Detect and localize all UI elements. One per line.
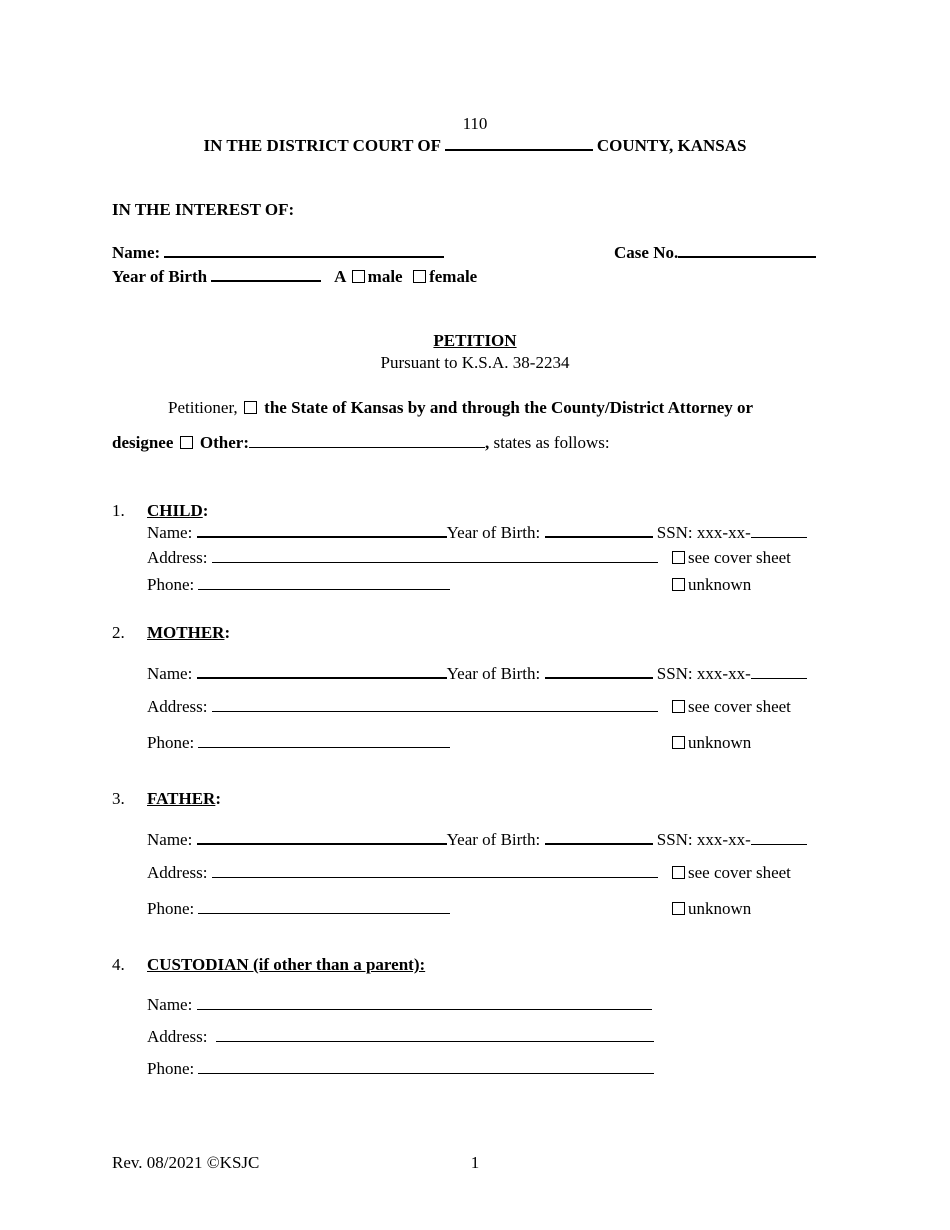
mother-ssn-label: SSN: xxx-xx- <box>656 664 751 683</box>
father-phone-field[interactable] <box>198 899 450 914</box>
child-cover-label: see cover sheet <box>688 548 791 567</box>
father-cover-checkbox[interactable] <box>672 866 685 879</box>
interest-yob-field[interactable] <box>211 266 321 282</box>
page-number: 1 <box>470 1153 480 1172</box>
mother-unknown-label: unknown <box>688 733 752 752</box>
mother-unknown-checkbox[interactable] <box>672 736 685 749</box>
father-name-row <box>147 829 807 850</box>
county-field[interactable] <box>445 135 593 151</box>
section-heading-father <box>147 789 221 809</box>
child-address-field[interactable] <box>212 548 658 563</box>
father-name-label: Name: <box>147 830 193 849</box>
mother-cover-label: see cover sheet <box>688 697 791 716</box>
child-address-row <box>147 548 658 568</box>
mother-heading-text: MOTHER <box>147 623 225 642</box>
child-name-label: Name: <box>147 523 193 542</box>
child-phone-row <box>147 575 450 595</box>
state-checkbox[interactable] <box>244 401 257 414</box>
interest-yob-label: Year of Birth <box>112 267 208 286</box>
page-subtitle: Pursuant to K.S.A. 38-2234 <box>380 353 570 372</box>
father-address-field[interactable] <box>212 863 658 878</box>
female-checkbox[interactable] <box>413 270 426 283</box>
section-heading-mother <box>147 623 230 643</box>
child-phone-label: Phone: <box>147 575 195 594</box>
page-title: PETITION <box>433 331 517 350</box>
custodian-phone-label: Phone: <box>147 1059 195 1078</box>
custodian-address-label: Address: <box>147 1027 208 1046</box>
male-checkbox[interactable] <box>352 270 365 283</box>
other-label: Other: <box>199 433 249 452</box>
interest-heading: IN THE INTEREST OF: <box>112 200 295 219</box>
child-cover-checkbox[interactable] <box>672 551 685 564</box>
form-number: 110 <box>462 114 488 133</box>
father-yob-label: Year of Birth: <box>446 830 541 849</box>
child-cover-row <box>670 548 791 568</box>
male-label: male <box>367 267 403 286</box>
state-option-label: the State of Kansas by and through the County/District Attorney or <box>264 398 754 417</box>
father-unknown-checkbox[interactable] <box>672 902 685 915</box>
mother-phone-field[interactable] <box>198 733 450 748</box>
father-unknown-row <box>670 899 751 919</box>
mother-phone-row <box>147 733 450 753</box>
other-field[interactable] <box>249 433 485 448</box>
child-ssn-label: SSN: xxx-xx- <box>656 523 751 542</box>
petitioner-line-2 <box>112 433 610 453</box>
revision-note: Rev. 08/2021 ©KSJC <box>112 1153 260 1172</box>
father-ssn-label: SSN: xxx-xx- <box>656 830 751 849</box>
mother-heading-colon: : <box>224 623 231 642</box>
father-phone-label: Phone: <box>147 899 195 918</box>
other-comma: , <box>484 433 490 452</box>
father-address-label: Address: <box>147 863 208 882</box>
petitioner-prefix: Petitioner, <box>168 398 238 417</box>
mother-name-label: Name: <box>147 664 193 683</box>
mother-phone-label: Phone: <box>147 733 195 752</box>
court-caption <box>0 135 950 156</box>
father-cover-row <box>670 863 791 883</box>
custodian-name-row <box>147 995 652 1015</box>
mother-unknown-row <box>670 733 751 753</box>
section-number-child: 1. <box>112 501 125 520</box>
mother-yob-label: Year of Birth: <box>446 664 541 683</box>
court-caption-left: IN THE DISTRICT COURT OF <box>203 136 441 155</box>
child-unknown-checkbox[interactable] <box>672 578 685 591</box>
mother-address-field[interactable] <box>212 697 658 712</box>
mother-name-row <box>147 663 807 684</box>
section-number-father: 3. <box>112 789 125 808</box>
female-label: female <box>429 267 478 286</box>
father-heading-colon: : <box>215 789 221 808</box>
case-number-field[interactable] <box>678 242 816 258</box>
father-phone-row <box>147 899 450 919</box>
interest-name-field[interactable] <box>164 242 444 258</box>
child-ssn-field[interactable] <box>751 523 807 538</box>
mother-cover-checkbox[interactable] <box>672 700 685 713</box>
court-caption-right: COUNTY, KANSAS <box>596 136 747 155</box>
father-yob-field[interactable] <box>545 829 653 845</box>
child-name-field[interactable] <box>197 522 447 538</box>
mother-address-row <box>147 697 658 717</box>
section-number-mother: 2. <box>112 623 125 642</box>
interest-name-row <box>112 242 444 263</box>
child-yob-label: Year of Birth: <box>446 523 541 542</box>
child-phone-field[interactable] <box>198 575 450 590</box>
interest-yob-row <box>112 266 477 287</box>
father-heading-text: FATHER <box>147 789 216 808</box>
states-as-follows: states as follows: <box>493 433 610 452</box>
father-address-row <box>147 863 658 883</box>
child-address-label: Address: <box>147 548 208 567</box>
mother-ssn-field[interactable] <box>751 664 807 679</box>
custodian-phone-row <box>147 1059 654 1079</box>
other-checkbox[interactable] <box>180 436 193 449</box>
father-ssn-field[interactable] <box>751 830 807 845</box>
custodian-name-field[interactable] <box>197 995 652 1010</box>
child-unknown-row <box>670 575 751 595</box>
child-name-row <box>147 522 807 543</box>
custodian-address-row <box>147 1027 654 1047</box>
custodian-name-label: Name: <box>147 995 193 1014</box>
father-name-field[interactable] <box>197 829 447 845</box>
father-unknown-label: unknown <box>688 899 752 918</box>
case-number-row <box>614 242 816 263</box>
custodian-phone-field[interactable] <box>198 1059 654 1074</box>
mother-name-field[interactable] <box>197 663 447 679</box>
case-number-label: Case No. <box>614 243 679 262</box>
interest-name-label: Name: <box>112 243 161 262</box>
section-heading-custodian: CUSTODIAN (if other than a parent): <box>147 955 426 974</box>
child-unknown-label: unknown <box>688 575 752 594</box>
section-heading-child <box>147 501 208 521</box>
section-number-custodian: 4. <box>112 955 125 974</box>
petitioner-line-1 <box>168 398 838 418</box>
child-yob-field[interactable] <box>545 522 653 538</box>
child-heading-colon: : <box>202 501 209 520</box>
mother-cover-row <box>670 697 791 717</box>
father-cover-label: see cover sheet <box>688 863 791 882</box>
gender-prefix: A <box>334 267 346 286</box>
mother-yob-field[interactable] <box>545 663 653 679</box>
designee-label: designee <box>112 433 174 452</box>
mother-address-label: Address: <box>147 697 208 716</box>
child-heading-text: CHILD <box>147 501 203 520</box>
custodian-address-field[interactable] <box>216 1027 654 1042</box>
